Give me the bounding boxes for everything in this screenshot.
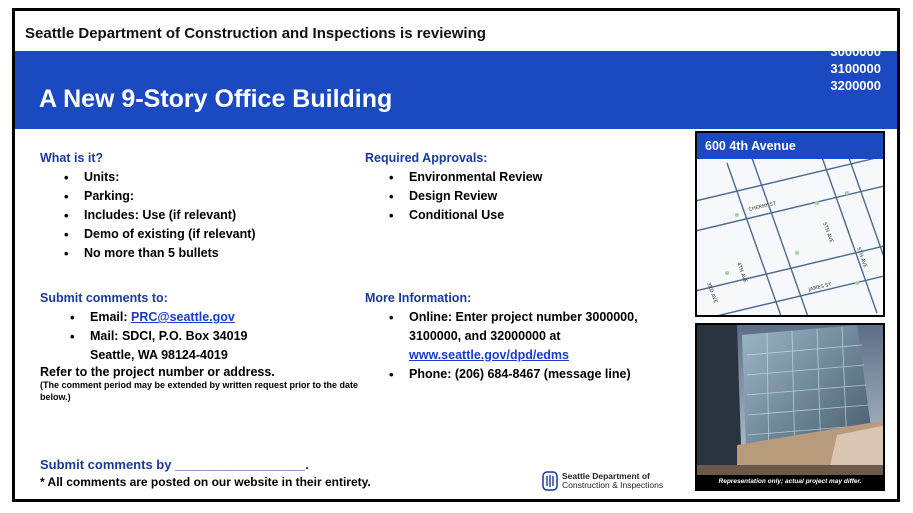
street-label: 5TH AVE — [821, 221, 835, 244]
approvals-list — [365, 168, 675, 225]
logo-line: Seattle Department of — [562, 471, 650, 481]
agency-line: Seattle Department of Construction and Inspections is reviewing — [25, 25, 486, 42]
list-item: • Demo of existing (if relevant) — [84, 225, 350, 244]
street-label: 5TH AVE — [855, 246, 869, 269]
list-item — [409, 308, 685, 365]
submit-by-line: Submit comments by __________________. — [40, 457, 309, 472]
list-item: • Units: — [84, 168, 350, 187]
more-info-list — [365, 308, 685, 384]
list-item: • Includes: Use (if relevant) — [84, 206, 350, 225]
email-label: Email: — [90, 310, 131, 324]
list-item — [90, 308, 360, 327]
submit-comments-list — [40, 308, 360, 365]
project-number-box — [807, 26, 881, 94]
project-number: 3100000 — [830, 61, 881, 76]
required-approvals-section — [365, 151, 675, 225]
list-item: • Conditional Use — [409, 206, 675, 225]
submit-comments-heading: Submit comments to: — [40, 291, 168, 305]
what-is-it-heading: What is it? — [40, 151, 104, 165]
email-link[interactable]: PRC@seattle.gov — [131, 310, 235, 324]
edms-link[interactable]: www.seattle.gov/dpd/edms — [409, 348, 569, 362]
mail-line: Mail: SDCI, P.O. Box 34019 — [90, 329, 248, 343]
project-number: 3200000 — [830, 78, 881, 93]
list-item — [90, 327, 360, 365]
map-address: 600 4th Avenue — [697, 133, 883, 159]
title-banner — [15, 51, 897, 129]
posted-note: * All comments are posted on our website in their entirety. — [40, 475, 371, 489]
list-item: • Environmental Review — [409, 168, 675, 187]
required-approvals-heading: Required Approvals: — [365, 151, 488, 165]
what-is-it-section — [40, 151, 350, 263]
sdci-logo-icon — [542, 471, 558, 491]
street-label: CHERRY ST — [748, 200, 777, 213]
mail-line: Seattle, WA 98124-4019 — [90, 348, 228, 362]
project-number: 3000000 — [830, 44, 881, 59]
extension-note: (The comment period may be extended by written request prior to the date below.) — [40, 380, 359, 402]
photo-caption: Representation only; actual project may differ. — [697, 475, 883, 489]
map-graphic — [697, 133, 885, 317]
street-label: JAMES ST — [808, 281, 833, 293]
building-image — [697, 325, 885, 491]
logo-line: Construction & Inspections — [562, 480, 664, 490]
list-item: • Phone: (206) 684-8467 (message line) — [409, 365, 685, 384]
more-info-section — [365, 291, 685, 384]
what-is-it-list — [40, 168, 350, 263]
online-text: Online: Enter project number 3000000, 3100000, and 32000000 at — [409, 310, 638, 343]
page-title: A New 9-Story Office Building — [39, 85, 393, 113]
building-rendering — [695, 323, 885, 491]
project-label: Project: — [828, 26, 881, 42]
list-item: • Design Review — [409, 187, 675, 206]
list-item: • No more than 5 bullets — [84, 244, 350, 263]
logo-text — [562, 472, 663, 490]
refer-note: Refer to the project number or address. — [40, 365, 275, 379]
public-notice — [12, 8, 900, 502]
sdci-logo — [542, 471, 663, 491]
street-label: 3RD AVE — [705, 281, 719, 305]
site-map — [695, 131, 885, 317]
list-item: • Parking: — [84, 187, 350, 206]
street-label: 4TH AVE — [735, 261, 749, 284]
footer-section — [40, 457, 440, 489]
submit-comments-section — [40, 291, 360, 403]
more-info-heading: More Information: — [365, 291, 472, 305]
